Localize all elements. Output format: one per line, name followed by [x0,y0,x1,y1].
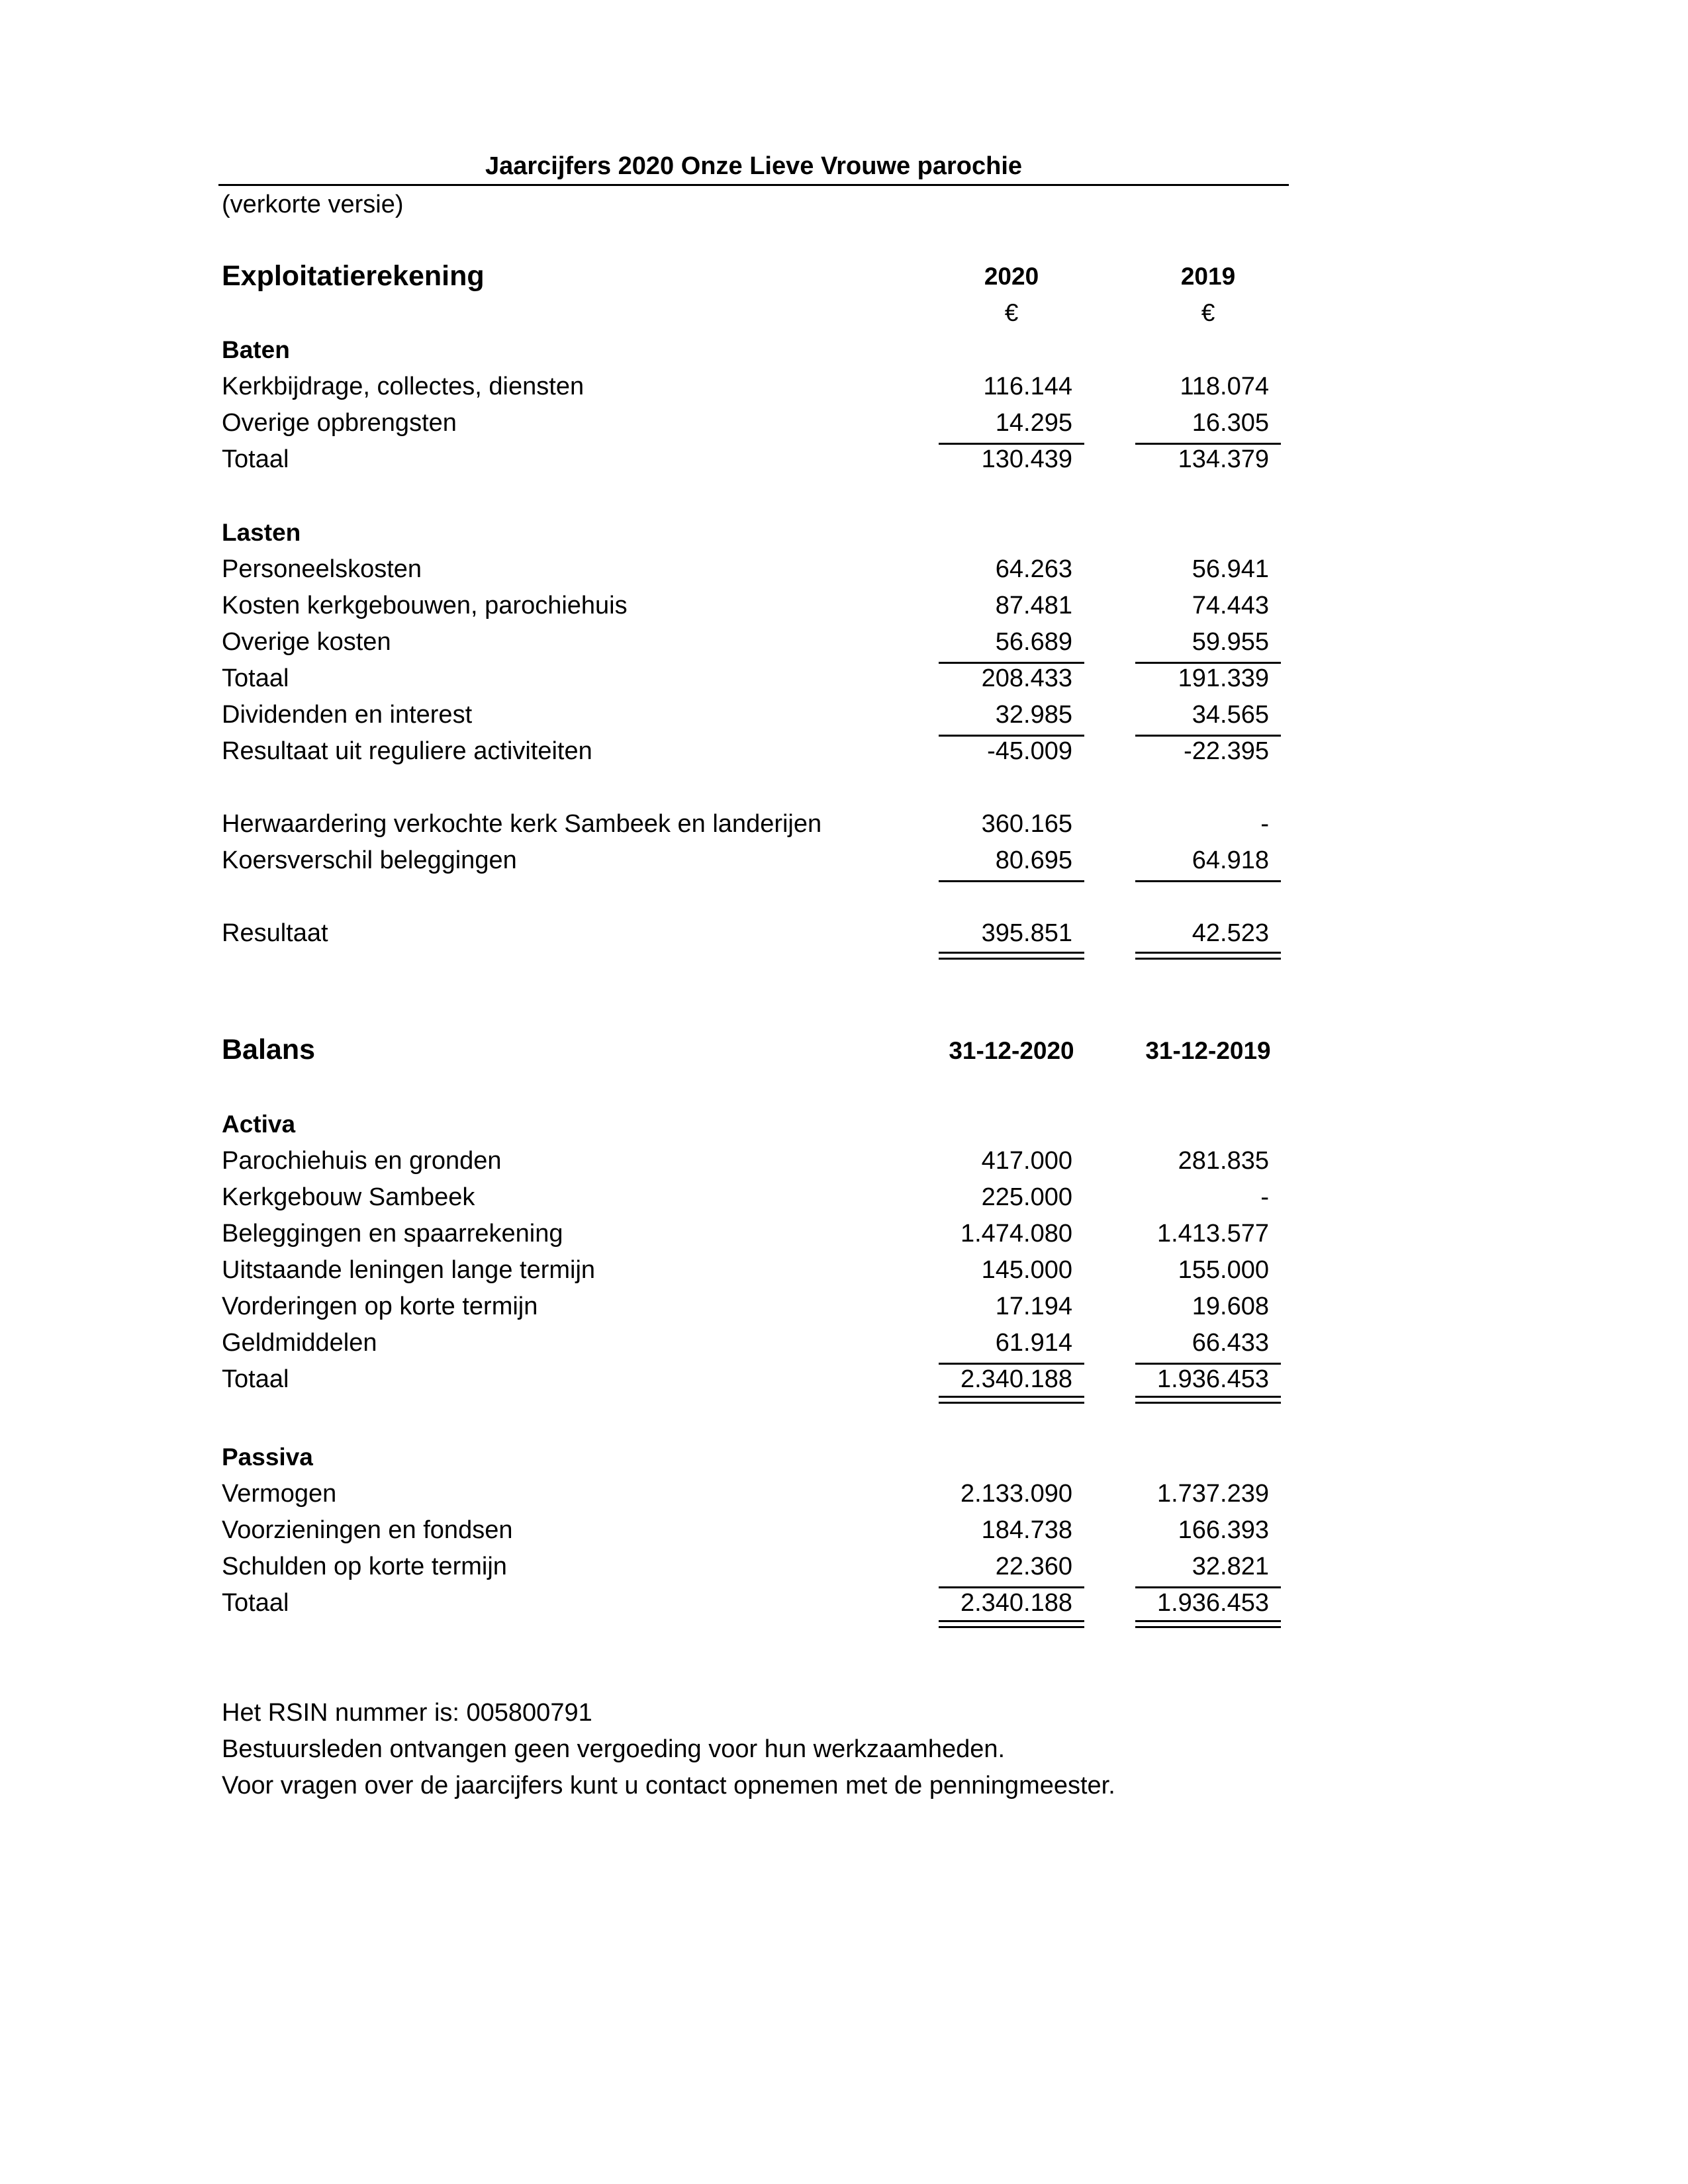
table-cell-2020: 208.433 [981,664,1072,692]
table-row-label: Overige kosten [222,628,391,656]
activa-heading: Activa [222,1111,296,1138]
table-cell-2019: 281.835 [1178,1147,1269,1175]
total-double-rule [939,952,1084,960]
currency-label-2019: € [1201,299,1215,326]
table-row-label: Vorderingen op korte termijn [222,1293,538,1320]
subtotal-rule [939,662,1084,664]
table-cell-2019: 134.379 [1178,445,1269,473]
table-row-label: Kerkbijdrage, collectes, diensten [222,373,585,400]
table-cell-2019: 66.433 [1192,1329,1269,1357]
title-underline [218,184,1289,186]
subtotal-rule [1135,662,1281,664]
table-cell-2019: 19.608 [1192,1293,1269,1320]
resultaat-label: Resultaat [222,919,328,947]
table-cell-2019: 118.074 [1180,373,1269,400]
table-cell-2020: 116.144 [983,373,1072,400]
exploitatie-heading: Exploitatierekening [222,260,485,292]
subtotal-rule [1135,735,1281,737]
table-row-label: Parochiehuis en gronden [222,1147,502,1175]
table-cell-2020: 2.133.090 [960,1480,1072,1508]
table-row-label: Totaal [222,1589,289,1617]
table-cell-2019: - [1260,1183,1269,1211]
contact-note: Voor vragen over de jaarcijfers kunt u contact opnemen met de penningmeester. [222,1772,1115,1799]
table-cell-2019: 32.821 [1192,1553,1269,1580]
table-cell-2020: 1.474.080 [960,1220,1072,1248]
table-row-label: Geldmiddelen [222,1329,377,1357]
table-cell-2019: 64.918 [1192,846,1269,874]
table-row-label: Kosten kerkgebouwen, parochiehuis [222,592,628,619]
table-row-label: Totaal [222,1365,289,1393]
table-row-label: Koersverschil beleggingen [222,846,517,874]
table-cell-2020: -45.009 [987,737,1072,765]
table-cell-2019: 1.737.239 [1156,1480,1269,1508]
table-row-label: Vermogen [222,1480,337,1508]
table-row-label: Overige opbrengsten [222,409,457,437]
baten-heading: Baten [222,336,290,363]
table-cell-2020: 87.481 [995,592,1072,619]
table-cell-2019: 16.305 [1192,409,1269,437]
total-double-rule [1135,1396,1281,1404]
table-cell-2020: 2.340.188 [960,1589,1072,1617]
subtotal-rule [939,735,1084,737]
subtotal-rule [939,443,1084,445]
table-cell-2019: - [1260,810,1269,838]
subtotal-rule [1135,880,1281,882]
table-row-label: Resultaat uit reguliere activiteiten [222,737,592,765]
table-cell-2020: 64.263 [995,555,1072,583]
table-row-label: Uitstaande leningen lange termijn [222,1256,596,1284]
table-cell-2019: 191.339 [1178,664,1269,692]
table-cell-2020: 22.360 [995,1553,1072,1580]
table-cell-2019: 166.393 [1178,1516,1269,1544]
total-double-rule [939,1396,1084,1404]
lasten-heading: Lasten [222,519,301,546]
table-cell-2020: 80.695 [995,846,1072,874]
rsin-note: Het RSIN nummer is: 005800791 [222,1699,592,1727]
document-subtitle: (verkorte versie) [222,191,404,218]
table-cell-2019: 155.000 [1178,1256,1269,1284]
total-double-rule [939,1620,1084,1628]
table-cell-2019: 74.443 [1192,592,1269,619]
table-row-label: Beleggingen en spaarrekening [222,1220,563,1248]
table-row-label: Kerkgebouw Sambeek [222,1183,475,1211]
column-header-2020: 2020 [984,263,1039,290]
table-cell-2019: 1.936.453 [1156,1365,1269,1393]
table-cell-2019: -22.395 [1184,737,1269,765]
table-cell-2020: 32.985 [995,701,1072,729]
document-title: Jaarcijfers 2020 Onze Lieve Vrouwe parochie [485,152,1023,180]
subtotal-rule [939,1586,1084,1588]
table-cell-2020: 61.914 [995,1329,1072,1357]
column-header-2019: 2019 [1180,263,1236,290]
table-cell-2020: 17.194 [995,1293,1072,1320]
table-row-label: Totaal [222,664,289,692]
table-cell-2020: 145.000 [981,1256,1072,1284]
board-compensation-note: Bestuursleden ontvangen geen vergoeding voor hun werkzaamheden. [222,1735,1006,1763]
subtotal-rule [1135,1363,1281,1365]
subtotal-rule [939,880,1084,882]
subtotal-rule [1135,1586,1281,1588]
table-row-label: Herwaardering verkochte kerk Sambeek en landerijen [222,810,822,838]
table-cell-2020: 130.439 [981,445,1072,473]
balans-heading: Balans [222,1034,316,1066]
table-row-label: Personeelskosten [222,555,422,583]
table-cell-2019: 34.565 [1192,701,1269,729]
table-cell-2019: 56.941 [1192,555,1269,583]
resultaat-2020: 395.851 [981,919,1072,947]
column-header-31-12-2020: 31-12-2020 [949,1037,1074,1064]
table-cell-2020: 225.000 [981,1183,1072,1211]
table-cell-2020: 56.689 [995,628,1072,656]
total-double-rule [1135,1620,1281,1628]
column-header-31-12-2019: 31-12-2019 [1145,1037,1271,1064]
subtotal-rule [1135,443,1281,445]
currency-label-2020: € [1004,299,1019,326]
table-row-label: Schulden op korte termijn [222,1553,507,1580]
table-row-label: Voorzieningen en fondsen [222,1516,513,1544]
table-cell-2020: 184.738 [981,1516,1072,1544]
table-cell-2019: 1.413.577 [1156,1220,1269,1248]
table-cell-2020: 360.165 [981,810,1072,838]
subtotal-rule [939,1363,1084,1365]
table-row-label: Dividenden en interest [222,701,473,729]
resultaat-2019: 42.523 [1192,919,1269,947]
table-row-label: Totaal [222,445,289,473]
table-cell-2020: 14.295 [995,409,1072,437]
table-cell-2020: 417.000 [981,1147,1072,1175]
table-cell-2019: 1.936.453 [1156,1589,1269,1617]
table-cell-2019: 59.955 [1192,628,1269,656]
table-cell-2020: 2.340.188 [960,1365,1072,1393]
passiva-heading: Passiva [222,1443,313,1471]
total-double-rule [1135,952,1281,960]
